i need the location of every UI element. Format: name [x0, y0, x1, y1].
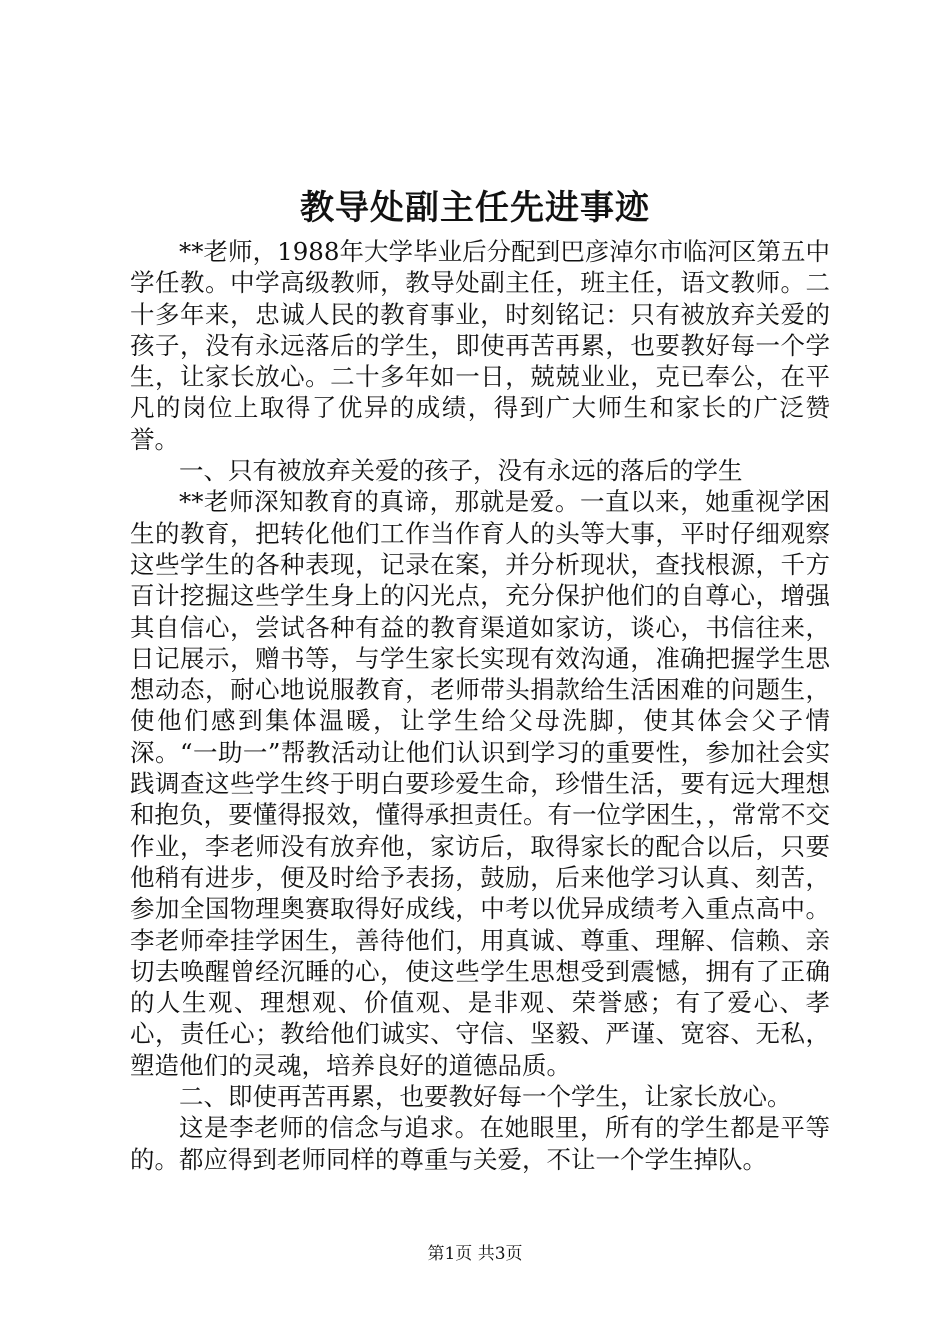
- section-2-paragraph: 这是李老师的信念与追求。在她眼里，所有的学生都是平等的。都应得到老师同样的尊重与关爱，不让一个学生掉队。: [130, 1113, 830, 1174]
- page-number-footer: 第1页 共3页: [427, 1244, 523, 1264]
- section-heading-1: 一、只有被放弃关爱的孩子，没有永远的落后的学生: [179, 456, 743, 486]
- section-1-paragraph: **老师深知教育的真谛，那就是爱。一直以来，她重视学困生的教育，把转化他们工作当作育人的头等大事，平时仔细观察这些学生的各种表现，记录在案，并分析现状，查找根源，千方百计挖掘这些学生身上的闪光点，充分保护他们的自尊心，增强其自信心，尝试各种有益的教育渠道如家访，谈心，书信往来，日记展示，赠书等，与学生家长实现有效沟通，准确把握学生思想动态，耐心地说服教育，老师带头捐款给生活困难的问题生，使他们感到集体温暖，让学生给父母洗脚，使其体会父子情深。“一助一”帮教活动让他们认识到学习的重要性，参加社会实践调查这些学生终于明白要珍爱生命，珍惜生活，要有远大理想和抱负，要懂得报效，懂得承担责任。有一位学困生，，常常不交作业，李老师没有放弃他，家访后，取得家长的配合以后，只要他稍有进步，便及时给予表扬，鼓励，后来他学习认真、刻苦，参加全国物理奥赛取得好成线，中考以优异成绩考入重点高中。李老师牵挂学困生，善待他们，用真诚、尊重、理解、信赖、亲切去唤醒曾经沉睡的心，使这些学生思想受到震憾，拥有了正确的人生观、理想观、价值观、是非观、荣誉感；有了爱心、孝心，责任心；教给他们诚实、守信、坚毅、严谨、宽容、无私，塑造他们的灵魂，培养良好的道德品质。: [130, 487, 830, 1080]
- document-title: 教导处副主任先进事迹: [300, 188, 650, 228]
- document-body: [130, 236, 830, 1175]
- intro-paragraph: **老师，1988年大学毕业后分配到巴彦淖尔市临河区第五中学任教。中学高级教师，教导处副主任，班主任，语文教师。二十多年来，忠诚人民的教育事业，时刻铭记：只有被放弃关爱的孩子，没有永远落后的学生，即使再苦再累，也要教好每一个学生，让家长放心。二十多年如一日，兢兢业业，克已奉公，在平凡的岗位上取得了优异的成绩，得到广大师生和家长的广泛赞誉。: [130, 237, 830, 454]
- section-heading-2: 二、即使再苦再累，也要教好每一个学生，让家长放心。: [179, 1082, 792, 1112]
